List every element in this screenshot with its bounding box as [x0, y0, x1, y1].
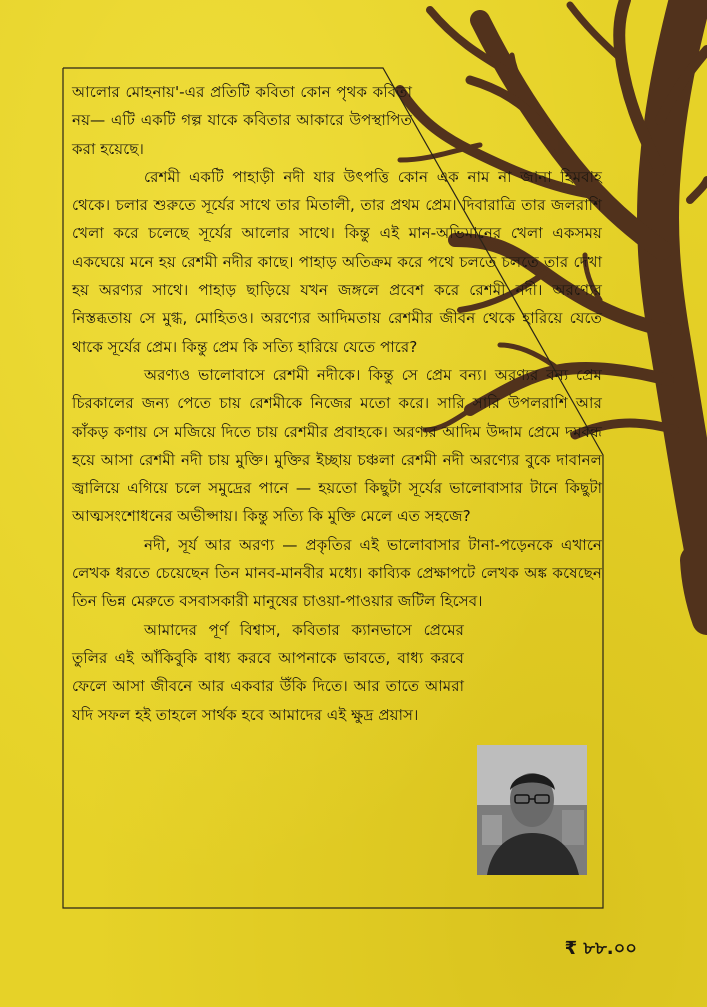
closing-paragraph: আমাদের পূর্ণ বিশ্বাস, কবিতার ক্যানভাসে প্রেমের তুলির এই আঁকিবুকি বাধ্য করবে আপনাকে ভাবতে, বাধ্য করবে ফেলে আসা জীবনে আর একবার উঁকি দিতে। আর তাতে আমরা যদি সফল হই তাহলে সার্থক হবে আমাদের এই ক্ষুদ্র প্রয়াস।: [72, 620, 464, 724]
blurb-text: [72, 78, 602, 729]
price-label: ₹ ৮৮.০০: [564, 938, 637, 959]
body-paragraph: নদী, সূর্য আর অরণ্য — প্রকৃতির এই ভালোবাসার টানা-পড়েনকে এখানে লেখক ধরতে চেয়েছেন তিন মানব-মানবীর মধ্যে। কাব্যিক প্রেক্ষাপটে লেখক অঙ্ক কষেছেন তিন ভিন্ন মেরুতে বসবাসকারী মানুষের চাওয়া-পাওয়ার জটিল হিসেব।: [72, 535, 602, 611]
author-photo: [477, 745, 587, 875]
intro-paragraph: আলোর মোহনায়'-এর প্রতিটি কবিতা কোন পৃথক কবিতা নয়— এটি একটি গল্প যাকে কবিতার আকারে উপস্থাপিত করা হয়েছে।: [72, 83, 412, 158]
body-paragraph: রেশমী একটি পাহাড়ী নদী যার উৎপত্তি কোন এক নাম না জানা হিমবাহ থেকে। চলার শুরুতে সূর্যের সাথে তার মিতালী, তার প্রথম প্রেম। দিবারাত্রি তার জলরাশি খেলা করে চলেছে সূর্যের আলোর সাথে। কিন্তু এই মান-অভিমানের খেলা একসময় একঘেয়ে মনে হয় রেশমী নদীর কাছে। পাহাড় অতিক্রম করে পথে চলতে চলতে তার দেখা হয় অরণ্যর সাথে। পাহাড় ছাড়িয়ে যখন জঙ্গলে প্রবেশ করে রেশমী নদী। অরণ্যের নিস্তব্ধতায় সে মুগ্ধ, মোহিতও। অরণ্যের আদিমতায় রেশমীর জীবন থেকে হারিয়ে যেতে থাকে সূর্যের প্রেম। কিন্তু প্রেম কি সত্যি হারিয়ে যেতে পারে?: [72, 167, 602, 356]
body-paragraph: অরণ্যও ভালোবাসে রেশমী নদীকে। কিন্তু সে প্রেম বন্য। অরণ্যর বন্য প্রেম চিরকালের জন্য পেতে চায় রেশমীকে নিজের মতো করে। সারি সারি উপলরাশি আর কাঁকড় কণায় সে মজিয়ে দিতে চায় রেশমীর প্রবাহকে। অরণ্যর আদিম উদ্দাম প্রেমে দমবন্ধ হয়ে আসা রেশমী নদী চায় মুক্তি। মুক্তির ইচ্ছায় চঞ্চলা রেশমী নদী অরণ্যের বুকে দাবানল জ্বালিয়ে এগিয়ে চলে সমুদ্রের পানে — হয়তো কিছুটা সূর্যের ভালোবাসার টানে কিছুটা আত্মসংশোধনের অভীপ্সায়। কিন্তু সত্যি কি মুক্তি মেলে এত সহজে?: [72, 365, 602, 526]
